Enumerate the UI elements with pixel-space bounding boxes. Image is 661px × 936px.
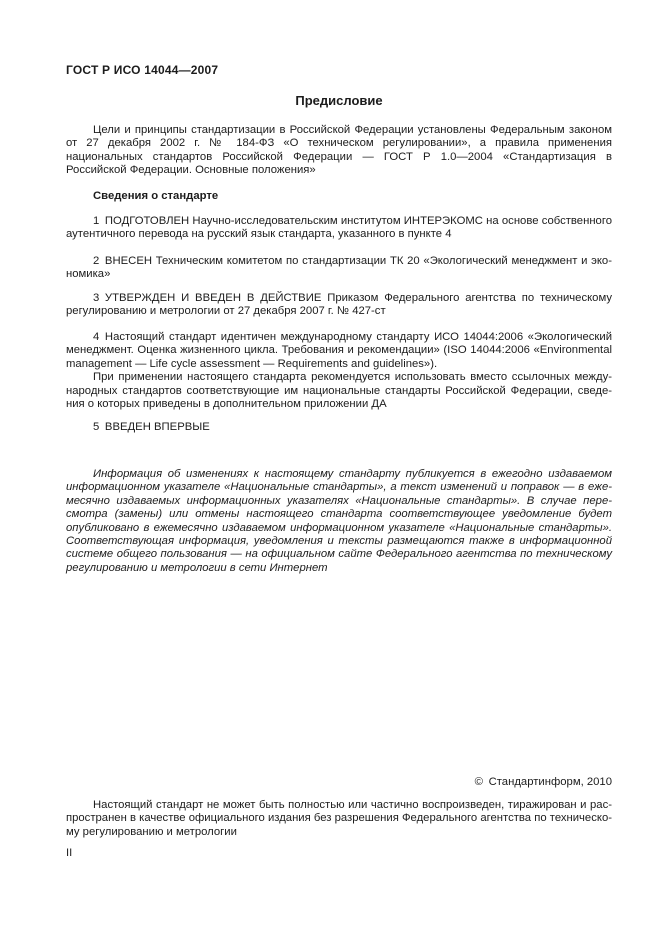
page-title: Предисловие <box>295 93 383 108</box>
standard-info-item-2: 2 ВНЕСЕН Техническим комитетом по стандартизации ТК 20 «Экологический менеджмент и экономика» <box>66 255 612 281</box>
standard-info-item-4-text: 4 Настоящий стандарт идентичен международному стандарту ИСО 14044:2006 «Экологический менеджмент. Оценка жизненного цикла. Требования и рекомендации» (ISO 14044:2006 «Environmental management — Life cycle assessment — Requirements and guidelines»). <box>66 331 612 370</box>
page-number: II <box>66 847 73 859</box>
amendments-notice: Информация об изменениях к настоящему стандарту публикуется в ежегодно издаваемом информационном указателе «Национальные стандарты», а текст изменений и поправок — в ежемесячно издаваемых информационных указателях «Национальные стандарты». В случае пересмотра (замены) или отмены настоящего стандарта соответствующее уведомление будет опубликовано в ежемесячно издаваемом информационном указателе «Национальные стандарты». Соответствующая информация, уведомления и тексты размещаются также в информационной системе общего пользования — на официальном сайте Федерального агентства по техническому регулированию и метрологии в сети Интернет <box>66 468 612 574</box>
reproduction-restriction: Настоящий стандарт не может быть полностью или частично воспроизведен, тиражирован и распространен в качестве официального издания без разрешения Федерального агентства по техническому регулированию и метрологии <box>66 799 612 838</box>
standard-info-item-5: 5 ВВЕДЕН ВПЕРВЫЕ <box>93 421 210 433</box>
item-4-continuation: При применении настоящего стандарта рекомендуется использовать вместо ссылочных международных стандартов соответствующие им национальные стандарты Российской Федерации, сведения о которых приведены в дополнительном приложении ДА <box>66 371 612 411</box>
intro-paragraph: Цели и принципы стандартизации в Российской Федерации установлены Федеральным законом от 27 декабря 2002 г. № 184-ФЗ «О техническом регулировании», а правила применения национальных стандартов Российской Федерации — ГОСТ Р 1.0—2004 «Стандартизация в Российской Федерации. Основные положения» <box>66 124 612 177</box>
copyright-line: © Стандартинформ, 2010 <box>474 776 612 788</box>
section-heading: Сведения о стандарте <box>93 190 219 202</box>
doc-code: ГОСТ Р ИСО 14044—2007 <box>66 63 219 77</box>
standard-info-item-4 <box>66 331 612 411</box>
standard-info-item-1: 1 ПОДГОТОВЛЕН Научно-исследовательским институтом ИНТЕРЭКОМС на основе собственного аутентичного перевода на русский язык стандарта, указанного в пункте 4 <box>66 215 612 241</box>
standard-info-item-3: 3 УТВЕРЖДЕН И ВВЕДЕН В ДЕЙСТВИЕ Приказом Федерального агентства по техническому регулированию и метрологии от 27 декабря 2007 г. № 427-ст <box>66 292 612 318</box>
